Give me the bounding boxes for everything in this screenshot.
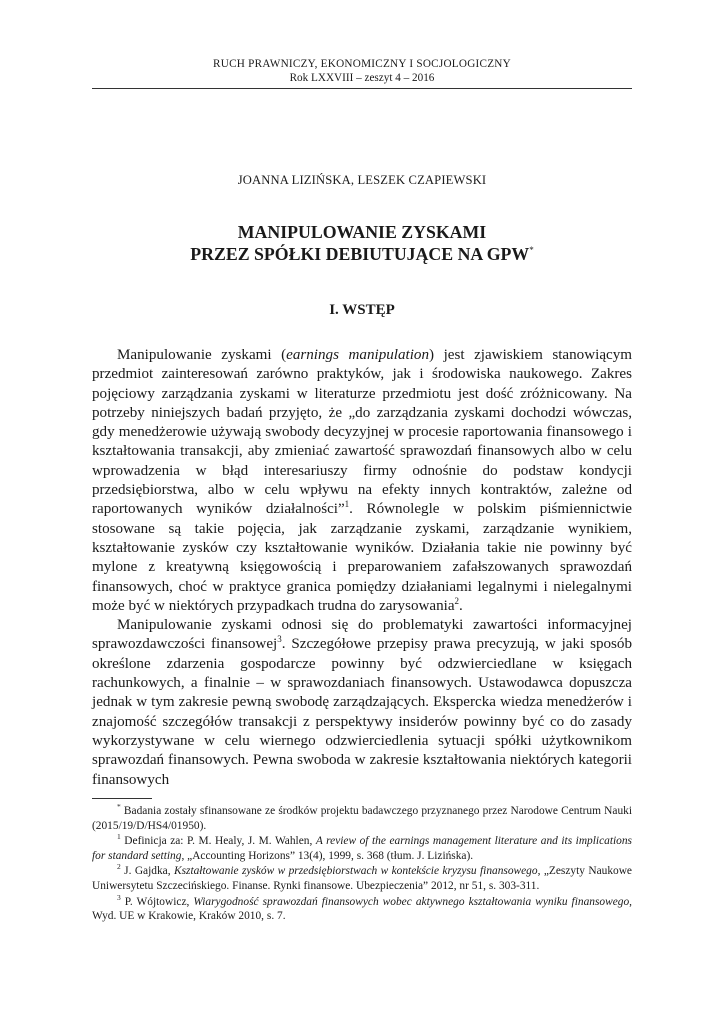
- paragraph-1: [92, 346, 632, 616]
- footnote-2-pre: J. Gajdka,: [120, 865, 174, 878]
- title-footnote-marker: *: [529, 245, 534, 256]
- footnotes: [92, 804, 632, 925]
- title-line-2-text: PRZEZ SPÓŁKI DEBIUTUJĄCE NA GPW: [190, 244, 530, 264]
- p1-text-a: Manipulowanie zyskami (: [117, 347, 287, 363]
- running-header: [92, 57, 632, 85]
- header-rule: [92, 88, 632, 89]
- p1-text-b: ) jest zjawiskiem stanowiącym przedmiot zainteresowań zarówno praktyków, jak i środowiska naukowego. Zakres pojęciowy zarządzania zyskami w literaturze przedmiotu jest dość zróżnicowany. Na potrzeby niniejszych badań przyjęto, że „do zarządzania zyskami dochodzi wówczas, gdy menedżerowie używają swobody decyzyjnej w procesie raportowania finansowego i kształtowania transakcji, aby zmieniać zawartość sprawozdań finansowych albo w celu wprowadzenia w błąd interesariuszy firmy odnośnie do podstaw kondycji przedsiębiorstwa, albo w celu wpływu na efekty innych kontraktów, zależne od raportowanych wyników działalności”: [92, 347, 632, 518]
- footnote-3-title: Wiarygodność sprawozdań finansowych wobec aktywnego kształtowania wyniku finansowego: [193, 895, 630, 908]
- footnote-2: [92, 864, 632, 893]
- section-heading: I. WSTĘP: [329, 302, 395, 318]
- footnote-ref-1: 1: [344, 499, 350, 510]
- footnote-1-mark: 1: [117, 832, 121, 842]
- p1-text-d: .: [459, 597, 463, 614]
- footnote-2-post: , „Zeszyty Naukowe Uniwersytetu Szczecińskiego. Finanse. Rynki finansowe. Ubezpieczenia” 2012, nr 51, s. 303-311.: [92, 865, 632, 892]
- p2-text-a: Manipulowanie zyskami odnosi się do problematyki zawartości informacyjnej sprawozdawczości finansowej: [92, 617, 632, 653]
- footnote-star-mark: *: [117, 802, 121, 812]
- footnote-3-post: , Wyd. UE w Krakowie, Kraków 2010, s. 7.: [92, 895, 632, 923]
- issue-info: Rok LXXVIII – zeszyt 4 – 2016: [289, 72, 435, 84]
- footnote-star-text: Badania zostały sfinansowane ze środków projektu badawczego przyznanego przez Narodowe Centrum Nauki (2015/19/D/HS4/01950).: [92, 805, 632, 832]
- footnote-1-pre: Definicja za: P. M. Healy, J. M. Wahlen,: [120, 835, 316, 848]
- footnote-3-pre: P. Wójtowicz,: [120, 895, 194, 908]
- title-line-1: MANIPULOWANIE ZYSKAMI: [237, 222, 487, 242]
- footnote-1: [92, 834, 632, 863]
- journal-name: RUCH PRAWNICZY, EKONOMICZNY I SOCJOLOGICZNY: [213, 58, 511, 70]
- footnote-2-mark: 2: [117, 862, 121, 872]
- paragraph-2: [92, 616, 632, 790]
- footnote-3: [92, 892, 632, 924]
- title-line-2: [92, 243, 632, 265]
- footnote-1-title: A review of the earnings management literature and its implications for standard setting: [92, 835, 632, 862]
- footnote-ref-2: 2: [454, 595, 460, 606]
- footnote-3-mark: 3: [117, 892, 121, 902]
- p1-text-c: . Równolegle w polskim piśmiennictwie stosowane są takie pojęcia, jak zarządzanie zyskami, zarządzanie wynikiem, kształtowanie zysków czy kształtowanie wyników. Działania takie nie powinny być mylone z kreatywną księgowością i preparowaniem zafałszowanych sprawozdań finansowych, choć w praktyce granica pomiędzy działaniami legalnymi i nielegalnymi może być w niektórych przypadkach trudna do zarysowania: [92, 501, 632, 614]
- footnote-1-post: , „Accounting Horizons” 13(4), 1999, s. 368 (tłum. J. Lizińska).: [181, 849, 474, 862]
- authors: JOANNA LIZIŃSKA, LESZEK CZAPIEWSKI: [237, 173, 487, 187]
- footnote-star: [92, 804, 632, 833]
- footnote-2-title: Kształtowanie zysków w przedsiębiorstwach w kontekście kryzysu finansowego: [173, 865, 538, 878]
- p2-text-b: . Szczegółowe przepisy prawa precyzują, w jaki sposób określone zdarzenia gospodarcze powinny być odzwierciedlane w księgach rachunkowych, a finalnie – w sprawozdaniach finansowych. Ustawodawca dopuszcza jednak w tym zakresie pewną swobodę zarządzających. Ekspercka wiedza menedżerów i znajomość szczegółów transakcji z perspektywy insiderów powinny być co do zasady wykorzystywane w celu wiernego odzwierciedlenia sytuacji spółki użytkownikom sprawozdań finansowych. Pewna swoboda w zakresie kształtowania niektórych kategorii finansowych: [92, 636, 632, 788]
- footnote-ref-3: 3: [277, 634, 282, 645]
- footnote-rule: [92, 798, 152, 799]
- article-title: [92, 221, 632, 265]
- body-text: [92, 346, 632, 790]
- p1-italic-term: earnings manipulation: [286, 347, 430, 363]
